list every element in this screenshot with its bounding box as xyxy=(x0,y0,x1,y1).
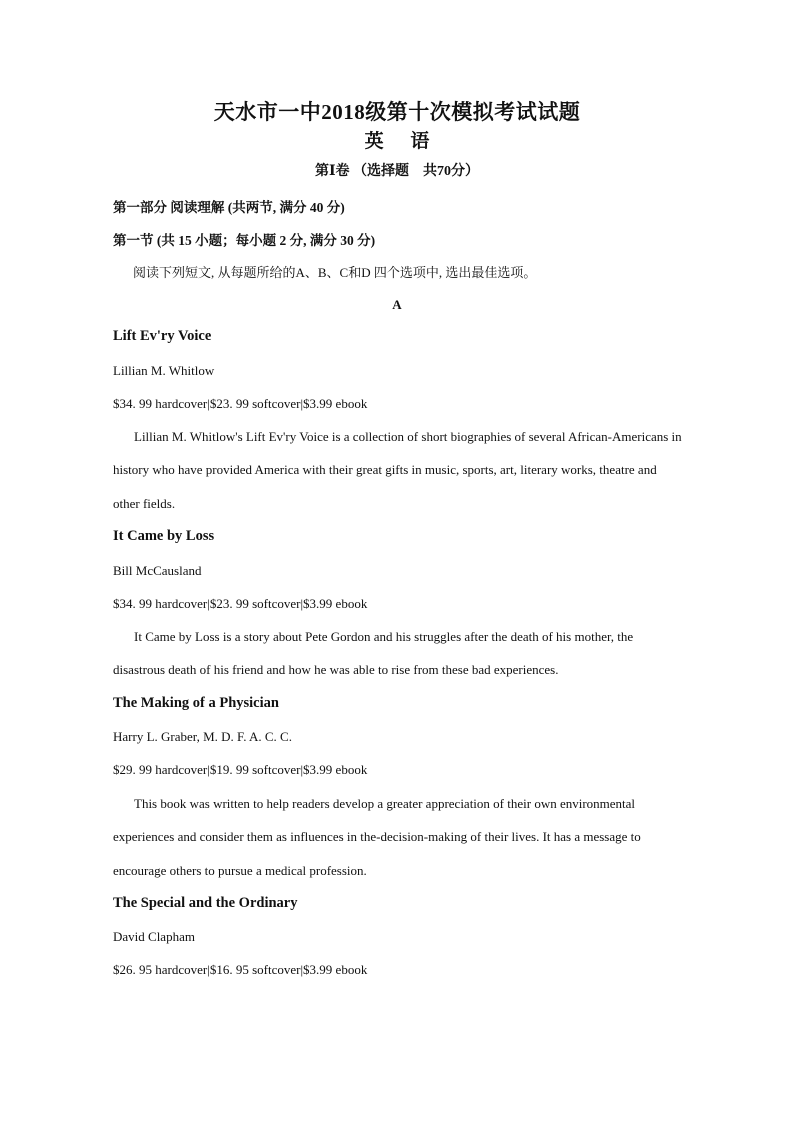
book-description: It Came by Loss is a story about Pete Gordon and his struggles after the death of his mother, the disastrous death of his friend and how he was able to rise from these bad experiences. xyxy=(113,629,634,678)
part-heading: 第一部分 阅读理解 (共两节, 满分 40 分) xyxy=(113,200,345,215)
instructions: 阅读下列短文, 从每题所给的A、B、C和D 四个选项中, 选出最佳选项。 xyxy=(133,265,537,280)
book-title: The Special and the Ordinary xyxy=(113,895,298,911)
passage-label: A xyxy=(392,297,402,312)
section-heading: 第一节 (共 15 小题；每小题 2 分, 满分 30 分) xyxy=(113,233,376,248)
book-title: Lift Ev'ry Voice xyxy=(113,328,212,344)
book-author: Lillian M. Whitlow xyxy=(113,363,215,378)
book-author: Bill McCausland xyxy=(113,563,202,578)
book-title: It Came by Loss xyxy=(113,528,215,544)
book-description: This book was written to help readers develop a greater appreciation of their own environmental experiences and consider them as influences in the-decision-making of their lives. It has a message to encourage others to pursue a medical profession. xyxy=(113,796,641,878)
book-price: $34. 99 hardcover|$23. 99 softcover|$3.99 ebook xyxy=(113,396,368,411)
volume-heading: 第Ⅰ卷 （选择题 共70分） xyxy=(314,164,480,179)
book-author: David Clapham xyxy=(113,929,195,944)
book-price: $29. 99 hardcover|$19. 99 softcover|$3.99 ebook xyxy=(113,762,368,777)
book-author: Harry L. Graber, M. D. F. A. C. C. xyxy=(113,729,292,744)
subject-title: 英 语 xyxy=(364,131,430,152)
book-description: Lillian M. Whitlow's Lift Ev'ry Voice is a collection of short biographies of several African-Americans in history who have provided America with their great gifts in music, sports, art, literary works, theatre and other fields. xyxy=(113,429,682,511)
book-price: $26. 95 hardcover|$16. 95 softcover|$3.99 ebook xyxy=(113,962,368,977)
exam-title: 天水市一中2018级第十次模拟考试试题 xyxy=(213,100,581,124)
book-title: The Making of a Physician xyxy=(113,695,279,711)
book-price: $34. 99 hardcover|$23. 99 softcover|$3.99 ebook xyxy=(113,596,368,611)
